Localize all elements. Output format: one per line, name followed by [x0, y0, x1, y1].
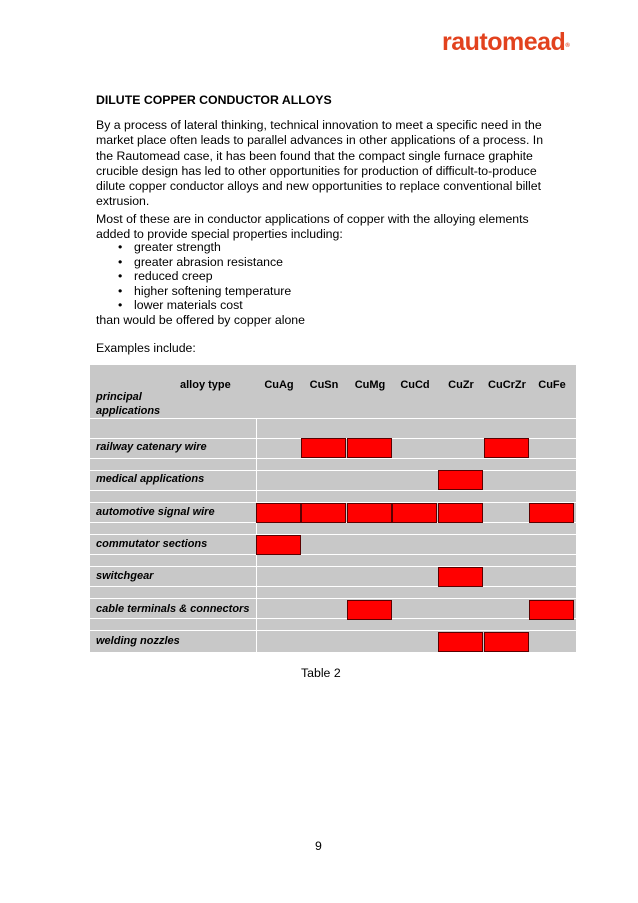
alloy-application-mark	[529, 600, 574, 620]
table-divider	[90, 534, 576, 535]
alloy-application-mark	[301, 503, 346, 523]
alloy-column-header: CuZr	[448, 379, 474, 391]
alloy-column-header: CuCd	[400, 379, 430, 391]
table-divider	[90, 566, 576, 567]
rautomead-logo: rautomead®	[442, 28, 570, 56]
properties-list	[96, 240, 291, 313]
section-heading: DILUTE COPPER CONDUCTOR ALLOYS	[96, 93, 332, 107]
list-item: • higher softening temperature	[96, 284, 291, 299]
table-divider	[90, 554, 576, 555]
alloy-application-mark	[438, 567, 483, 587]
table-caption: Table 2	[301, 666, 341, 680]
alloy-application-mark	[301, 438, 346, 458]
alloy-column-header: CuCrZr	[488, 379, 526, 391]
application-row-label: railway catenary wire	[96, 441, 207, 453]
alloy-application-mark	[484, 438, 529, 458]
list-item: • reduced creep	[96, 269, 291, 284]
page-number: 9	[315, 839, 322, 853]
list-item: • greater abrasion resistance	[96, 255, 291, 270]
application-row-label: switchgear	[96, 570, 154, 582]
list-item: • lower materials cost	[96, 298, 291, 313]
alloy-application-mark	[438, 632, 483, 652]
alloy-column-header: CuSn	[309, 379, 339, 391]
alloy-type-header: alloy type	[180, 379, 231, 391]
alloy-column-header: CuAg	[264, 379, 294, 391]
alloy-application-mark	[347, 600, 392, 620]
table-divider	[90, 586, 576, 587]
alloy-application-mark	[256, 503, 301, 523]
table-divider	[90, 490, 576, 491]
alloy-application-mark	[484, 632, 529, 652]
after-list-text: than would be offered by copper alone	[96, 313, 305, 327]
alloy-application-mark	[392, 503, 437, 523]
table-divider	[90, 598, 576, 599]
examples-intro: Examples include:	[96, 341, 196, 355]
alloy-application-mark	[529, 503, 574, 523]
table-divider	[90, 618, 576, 619]
alloy-column-header: CuMg	[354, 379, 386, 391]
alloy-application-mark	[256, 535, 301, 555]
properties-paragraph: Most of these are in conductor applications of copper with the alloying elements added to provide special properties including:	[96, 212, 529, 242]
application-row-label: cable terminals & connectors	[96, 603, 250, 615]
alloy-application-mark	[438, 503, 483, 523]
application-row-label: medical applications	[96, 473, 205, 485]
alloy-column-header: CuFe	[538, 379, 566, 391]
table-divider	[90, 458, 576, 459]
principal-applications-header: principal applications	[96, 391, 161, 417]
table-divider	[90, 470, 576, 471]
application-row-label: commutator sections	[96, 538, 208, 550]
list-item: • greater strength	[96, 240, 291, 255]
table-divider	[90, 630, 576, 631]
alloy-application-mark	[347, 503, 392, 523]
alloy-application-mark	[438, 470, 483, 490]
table-divider	[90, 418, 576, 419]
alloy-application-mark	[347, 438, 392, 458]
application-row-label: welding nozzles	[96, 635, 180, 647]
application-row-label: automotive signal wire	[96, 506, 215, 518]
intro-paragraph: By a process of lateral thinking, technical innovation to meet a specific need in the market place often leads to parallel advances in other applications of a process. In the Rautomead case, it has been found that the compact single furnace graphite crucible design has led to other opportunities for production of difficult-to-produce dilute copper conductor alloys and new opportunities to replace conventional billet extrusion.	[96, 118, 544, 209]
